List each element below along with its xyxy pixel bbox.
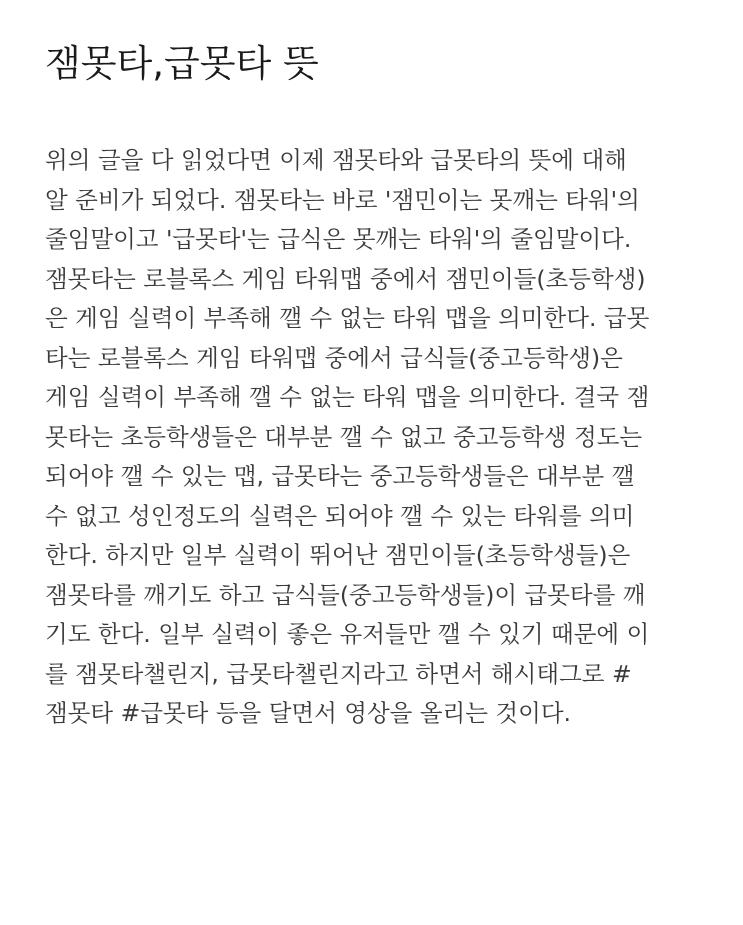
body-line: 줄임말이고 '급못타'는 급식은 못깨는 타워'의 줄임말이다. xyxy=(45,225,632,253)
body-line: 알 준비가 되었다. 잼못타는 바로 '잼민이는 못깨는 타워'의 xyxy=(45,185,640,214)
body-line: 되어야 깰 수 있는 맵, 급못타는 중고등학생들은 대부분 깰 xyxy=(45,462,635,490)
body-line: 게임 실력이 부족해 깰 수 없는 타워 맵을 의미한다. 결국 잼 xyxy=(45,383,650,411)
body-line: 를 잼못타챌린지, 급못타챌린지라고 하면서 해시태그로 # xyxy=(45,659,632,688)
body-line: 은 게임 실력이 부족해 깰 수 없는 타워 맵을 의미한다. 급못 xyxy=(45,304,650,332)
body-line: 위의 글을 다 읽었다면 이제 잼못타와 급못타의 뜻에 대해 xyxy=(45,146,627,174)
body-line: 수 없고 성인정도의 실력은 되어야 깰 수 있는 타워를 의미 xyxy=(45,501,635,530)
body-line: 잼못타를 깨기도 하고 급식들(중고등학생들)이 급못타를 깨 xyxy=(45,580,646,609)
body-line: 기도 한다. 일부 실력이 좋은 유저들만 깰 수 있기 때문에 이 xyxy=(45,620,650,648)
body-line: 타는 로블록스 게임 타워맵 중에서 급식들(중고등학생)은 xyxy=(45,343,623,372)
article-title: 잼못타,급못타 뜻 xyxy=(45,42,319,85)
article-body xyxy=(45,141,715,734)
body-line: 잼못타는 로블록스 게임 타워맵 중에서 잼민이들(초등학생) xyxy=(45,264,646,293)
body-line: 못타는 초등학생들은 대부분 깰 수 없고 중고등학생 정도는 xyxy=(45,422,643,451)
body-line: 한다. 하지만 일부 실력이 뛰어난 잼민이들(초등학생들)은 xyxy=(45,541,631,569)
body-line: 잼못타 #급못타 등을 달면서 영상을 올리는 것이다. xyxy=(45,699,571,727)
